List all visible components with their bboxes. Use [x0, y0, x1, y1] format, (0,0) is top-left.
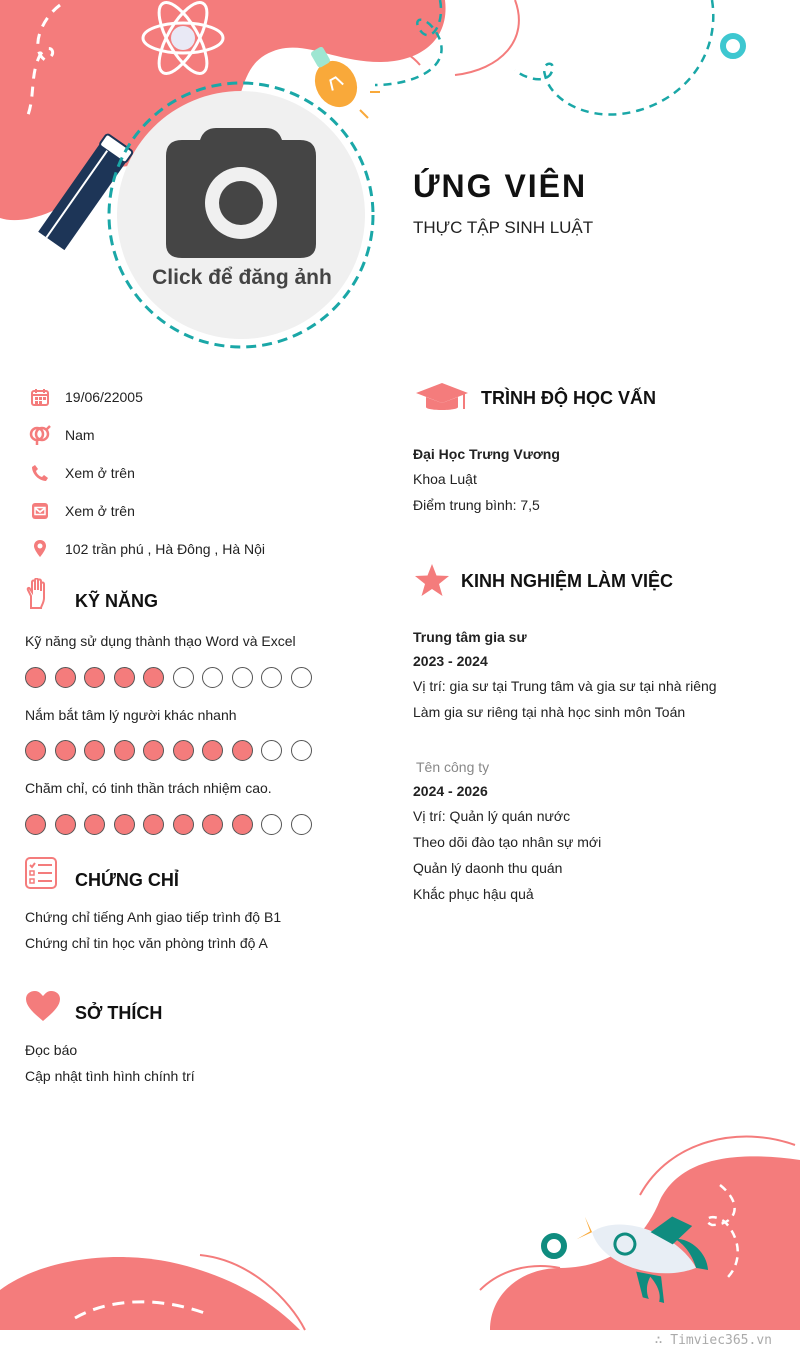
certificates-title: CHỨNG CHỈ [75, 870, 179, 890]
rating-dot-filled [143, 814, 164, 835]
rating-dot-filled [173, 740, 194, 761]
checklist-icon [25, 857, 57, 894]
photo-upload-label[interactable]: Click để đăng ảnh [152, 266, 332, 289]
heart-icon [25, 990, 61, 1027]
rating-dot-empty [291, 814, 312, 835]
job-period: 2024 - 2026 [413, 783, 488, 799]
info-birthdate [28, 385, 143, 409]
info-gender [28, 423, 95, 447]
skill-name: Chăm chỉ, có tinh thần trách nhiệm cao. [25, 780, 272, 796]
location-icon [28, 537, 52, 561]
rating-dot-filled [173, 814, 194, 835]
school-name: Đại Học Trưng Vương [413, 446, 560, 462]
rating-dot-empty [261, 740, 282, 761]
rating-dot-filled [55, 667, 76, 688]
gpa: Điểm trung bình: 7,5 [413, 497, 540, 513]
rating-dot-filled [232, 740, 253, 761]
skill-name: Nắm bắt tâm lý người khác nhanh [25, 707, 237, 723]
rating-dot-filled [84, 667, 105, 688]
rating-dot-filled [114, 814, 135, 835]
calendar-icon [28, 385, 52, 409]
job-detail: Vị trí: Quản lý quán nước [413, 808, 571, 824]
phone-icon [28, 461, 52, 485]
rating-dot-filled [25, 814, 46, 835]
gender-icon [28, 423, 52, 447]
job-detail: Làm gia sư riêng tại nhà học sinh môn Toán [413, 704, 686, 720]
graduation-cap-icon [414, 381, 470, 420]
experience-title: KINH NGHIỆM LÀM VIỆC [461, 571, 674, 591]
address-text: 102 trần phú , Hà Đông , Hà Nội [65, 541, 266, 557]
rating-dot-filled [84, 740, 105, 761]
education-title: TRÌNH ĐỘ HỌC VẤN [481, 388, 656, 408]
skill-rating [25, 814, 320, 835]
rating-dot-filled [25, 667, 46, 688]
skill-rating [25, 667, 320, 688]
hand-icon [25, 578, 49, 615]
star-icon [414, 563, 450, 602]
certificate-item: Chứng chỉ tiếng Anh giao tiếp trình độ B1 [25, 909, 282, 925]
job-detail: Quản lý daonh thu quán [413, 860, 563, 876]
skill-name: Kỹ năng sử dụng thành thạo Word và Excel [25, 633, 296, 649]
rating-dot-empty [232, 667, 253, 688]
rating-dot-filled [114, 740, 135, 761]
company-name: Tên công ty [416, 759, 490, 775]
rating-dot-empty [261, 667, 282, 688]
candidate-name: ỨNG VIÊN [413, 168, 588, 204]
rating-dot-filled [84, 814, 105, 835]
hobby-item: Cập nhật tình hình chính trí [25, 1068, 195, 1084]
info-phone [28, 461, 135, 485]
hobbies-title: SỞ THÍCH [75, 1003, 163, 1023]
rating-dot-filled [232, 814, 253, 835]
skill-rating [25, 740, 320, 761]
rating-dot-filled [143, 667, 164, 688]
rating-dot-filled [114, 667, 135, 688]
rating-dot-filled [202, 814, 223, 835]
company-name: Trung tâm gia sư [413, 629, 527, 645]
skills-title: KỸ NĂNG [75, 591, 159, 611]
rating-dot-empty [291, 740, 312, 761]
birthdate-text: 19/06/22005 [65, 389, 143, 405]
job-period: 2023 - 2024 [413, 653, 488, 669]
rating-dot-filled [55, 740, 76, 761]
rating-dot-empty [202, 667, 223, 688]
phone-text: Xem ở trên [65, 465, 135, 481]
job-detail: Vị trí: gia sư tại Trung tâm và gia sư tại nhà riêng [413, 678, 717, 694]
info-email [28, 499, 135, 523]
email-icon [28, 499, 52, 523]
rating-dot-filled [143, 740, 164, 761]
job-detail: Theo dõi đào tạo nhân sự mới [413, 834, 602, 850]
hobby-item: Đọc báo [25, 1042, 78, 1058]
rating-dot-empty [291, 667, 312, 688]
rating-dot-empty [173, 667, 194, 688]
rating-dot-filled [55, 814, 76, 835]
rating-dot-empty [261, 814, 282, 835]
gender-text: Nam [65, 427, 95, 443]
email-text: Xem ở trên [65, 503, 135, 519]
rating-dot-filled [202, 740, 223, 761]
info-address [28, 537, 265, 561]
watermark: ∴ Timviec365.vn [654, 1333, 772, 1348]
job-detail: Khắc phục hậu quả [413, 886, 534, 902]
faculty: Khoa Luật [413, 471, 477, 487]
certificate-item: Chứng chỉ tin học văn phòng trình độ A [25, 935, 268, 951]
camera-icon [166, 128, 316, 258]
rating-dot-filled [25, 740, 46, 761]
job-title: THỰC TẬP SINH LUẬT [413, 218, 594, 237]
